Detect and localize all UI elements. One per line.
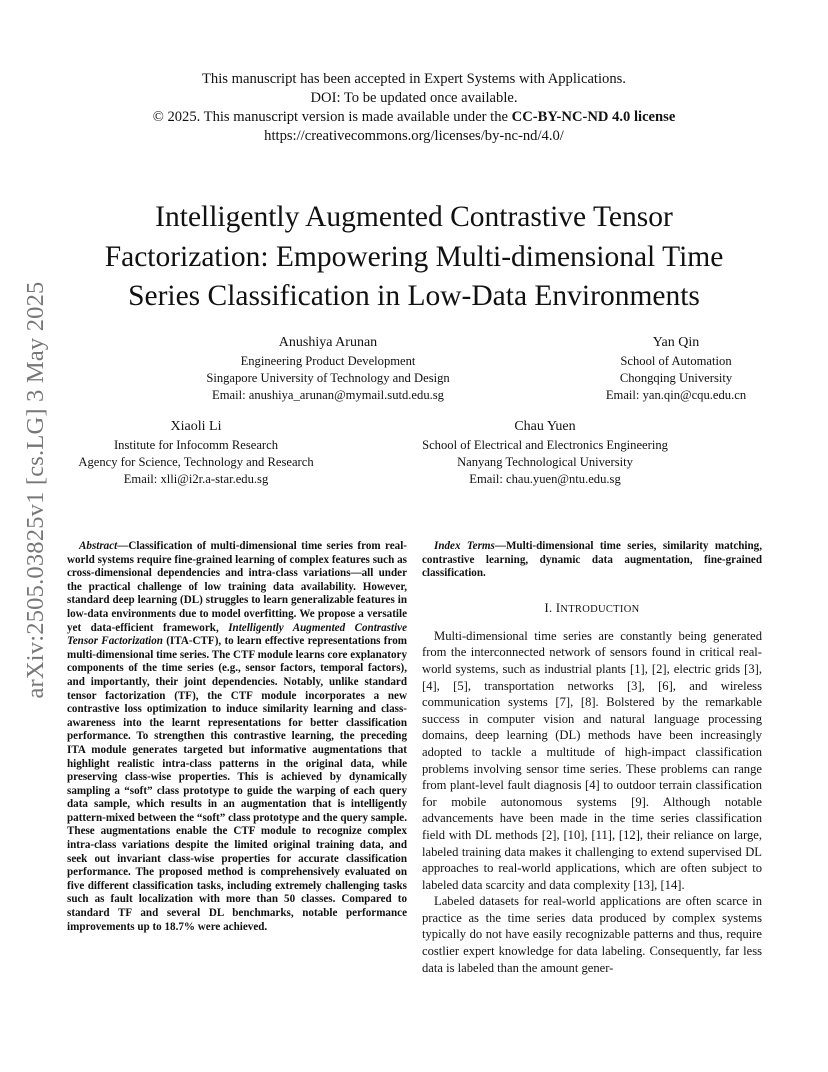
notice-line-license [0,108,828,127]
section-title-rest: NTRODUCTION [560,603,640,615]
author-email[interactable]: Email: anushiya_arunan@mymail.sutd.edu.sg [212,388,444,403]
abstract-label: Abstract [79,540,118,552]
author-institution: Singapore University of Technology and Design [206,371,450,386]
arxiv-identifier-text: arXiv:2505.03825v1 [cs.LG] 3 May 2025 [22,281,49,699]
author-name: Chau Yuen [514,419,576,434]
license-name: CC-BY-NC-ND 4.0 license [511,109,676,125]
author-block-1 [178,333,478,405]
index-terms-label: Index Terms [434,540,495,552]
title-line-1: Intelligently Augmented Contrastive Tensor [155,201,673,233]
author-email[interactable]: Email: chau.yuen@ntu.edu.sg [469,472,621,487]
author-institution: Agency for Science, Technology and Research [78,455,314,470]
index-terms [422,540,762,581]
title-line-3: Series Classification in Low-Data Environments [128,280,700,312]
author-institution: Nanyang Technological University [457,455,633,470]
abstract-method-name: Intelligently Augmented Contrastive Tensor Factorization [67,621,407,648]
author-block-3 [56,417,336,489]
notice-line-doi: DOI: To be updated once available. [310,90,518,106]
author-name: Yan Qin [652,335,700,350]
index-terms-text: —Multi-dimensional time series, similarity matching, contrastive learning, dynamic data augmentation, fine-grained classification. [422,540,762,580]
author-email[interactable]: Email: yan.qin@cqu.edu.cn [605,388,747,403]
abstract [67,540,407,934]
author-department: Engineering Product Development [240,354,416,368]
notice-line-url[interactable]: https://creativecommons.org/licenses/by-nc-nd/4.0/ [264,128,564,144]
author-name: Anushiya Arunan [278,335,378,350]
notice-line-journal: This manuscript has been accepted in Expert Systems with Applications. [202,71,626,87]
section-initial: I [555,600,561,615]
author-name: Xiaoli Li [170,419,222,434]
license-prefix: © 2025. This manuscript version is made available under the [152,109,512,125]
section-number: I. [544,600,556,615]
intro-paragraph-2: Labeled datasets for real-world applications are often scarce in practice as the time series data produced by complex systems typically do not have easily recognizable patterns and thus, require costlier expert knowledge for data labeling. Consequently, far less data is labeled than the amount gener- [422,894,762,975]
author-department: School of Automation [620,354,732,368]
arxiv-identifier [21,281,51,699]
abstract-text-1: —Classification of multi-dimensional time series from real-world systems require fine-grained learning of complex features such as cross-dimensional dependencies and intra-class variations—all under the practical challenge of low training data availability. However, standard deep learning (DL) struggles to learn generalizable features in low-data environments due to model overfitting. We propose a versatile yet data-efficient framework, [67,540,407,634]
title-line-2: Factorization: Empowering Multi-dimensional Time [104,240,724,273]
author-block-4 [400,417,690,489]
right-column [422,540,762,976]
paper-title [40,198,788,317]
author-department: School of Electrical and Electronics Engineering [422,438,668,452]
section-heading-introduction [422,601,762,616]
author-email[interactable]: Email: xlli@i2r.a-star.edu.sg [123,472,269,487]
author-block-2 [586,333,766,405]
author-department: Institute for Infocomm Research [113,438,278,452]
intro-paragraph-1: Multi-dimensional time series are constantly being generated from the interconnected network of sensors found in critical real-world systems, such as industrial plants [1], [2], electric grids [3], [4], [5], transportation networks [3], [6], and wireless communication systems [7], [8]. Bolstered by the remarkable success in computer vision and natural language processing domains, deep learning (DL) methods have been increasingly adopted to tackle a multitude of high-impact classification problems involving sensor time series. These problems can range from plant-level fault diagnosis [4] to outdoor terrain classification for mobile autonomous systems [9]. Although notable advancements have been made in the time series classification field with DL methods [2], [10], [11], [12], their reliance on large, labeled training data makes it challenging to extend supervised DL approaches to real-world applications, which are often subject to labeled data scarcity and data complexity [13], [14]. [422,628,762,892]
license-notice [0,70,828,146]
author-institution: Chongqing University [619,371,733,386]
abstract-text-2: (ITA-CTF), to learn effective representations from multi-dimensional time series. The CTF module learns core explanatory components of the time series (e.g., sensor factors, temporal factors), and importantly, their joint dependencies. Notably, unlike standard tensor factorization (TF), the CTF module incorporates a new contrastive loss optimization to induce similarity learning and class-awareness into the learnt representations for better classification performance. To strengthen this contrastive learning, the preceding ITA module generates targeted but informative augmentations that highlight realistic intra-class patterns in the original data, while preserving class-wise properties. This is achieved by dynamically sampling a “soft” class prototype to guide the warping of each query data sample, which results in an augmentation that is intelligently pattern-mixed between the “soft” class prototype and the query sample. These augmentations enable the CTF module to recognize complex intra-class variations despite the limited original training data, and seek out invariant class-wise properties for accurate classification performance. The proposed method is comprehensively evaluated on five different classification tasks, including extremely challenging tasks such as fault localization with more than 50 classes. Compared to standard TF and several DL benchmarks, notable performance improvements up to 18.7% were achieved. [67,635,407,933]
